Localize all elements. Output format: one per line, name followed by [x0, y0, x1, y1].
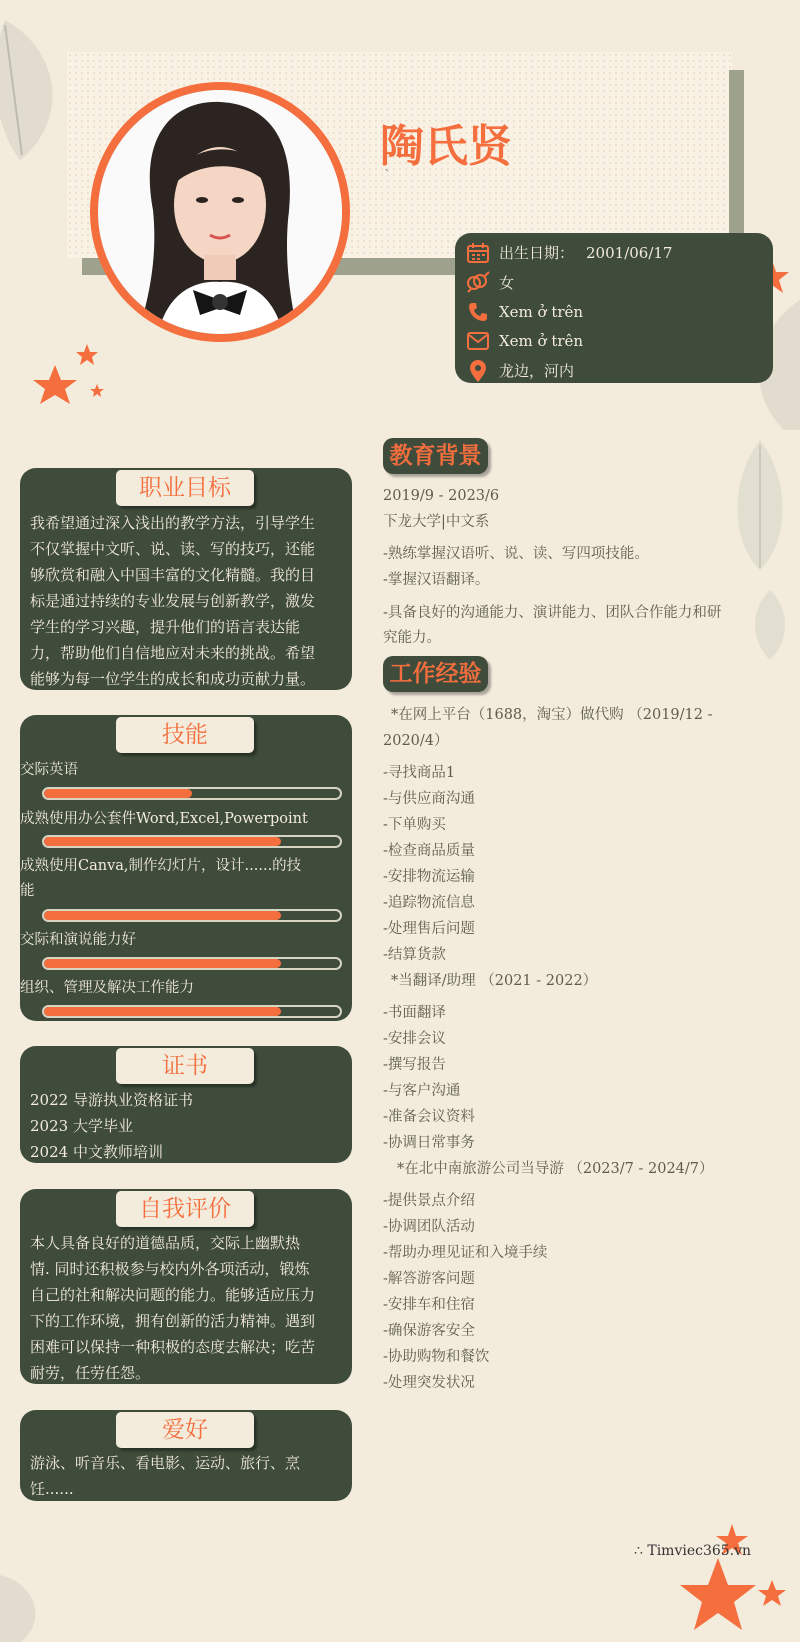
skill-bar-fill	[44, 911, 281, 920]
job-duty: -寻找商品1	[383, 765, 456, 781]
skill-bar-fill	[44, 837, 281, 846]
job-title: *在网上平台（1688，淘宝）做代购 （2019/12 -	[391, 707, 713, 723]
certificate-item: 2024 中文教师培训	[30, 1143, 163, 1161]
skill-bar	[42, 787, 342, 800]
skill-label: 成熟使用办公套件Word,Excel,Powerpoint	[20, 811, 308, 827]
job-duty: -帮助办理见证和入境手续	[383, 1245, 548, 1261]
objective-section	[20, 468, 352, 690]
self-evaluation-section	[20, 1189, 352, 1384]
mail-icon	[467, 332, 489, 350]
phone-icon	[468, 302, 488, 322]
skill-label: 交际英语	[20, 762, 78, 778]
candidate-name: 陶氏贤	[380, 121, 512, 172]
certificates-list	[30, 1087, 342, 1165]
email-value[interactable]: Xem ở trên	[499, 332, 584, 351]
job-duty: -处理售后问题	[383, 921, 475, 937]
objective-title: 职业目标	[116, 470, 254, 506]
job-duty: -协调团队活动	[383, 1219, 475, 1235]
avatar	[90, 82, 350, 342]
calendar-icon	[467, 243, 489, 263]
self-evaluation-title: 自我评价	[116, 1191, 254, 1227]
name-mark: `	[384, 168, 391, 184]
skill-bar-fill	[44, 959, 281, 968]
education-point: -掌握汉语翻译。	[383, 572, 490, 588]
address-value: 龙边，河内	[499, 362, 575, 381]
birthdate-label: 出生日期：	[499, 244, 575, 263]
certificates-section	[20, 1046, 352, 1163]
star-decoration-icon	[668, 1520, 800, 1642]
contact-email	[465, 327, 763, 357]
education-point: -具备良好的沟通能力、演讲能力、团队合作能力和研	[383, 605, 722, 621]
hobbies-title: 爱好	[116, 1412, 254, 1448]
birthdate-value: 2001/06/17	[586, 243, 673, 262]
skill-label: 交际和演说能力好	[20, 932, 136, 948]
experience-title: 工作经验	[383, 656, 488, 692]
education-point: 究能力。	[383, 630, 441, 646]
skill-label: 成熟使用Canva,制作幻灯片，设计......的技	[20, 858, 302, 874]
job-title-continued: 2020/4）	[383, 733, 449, 749]
footer-brand[interactable]: ∴ Timviec365.vn	[634, 1543, 752, 1559]
contact-panel	[455, 233, 773, 383]
hobbies-text: 游泳、听音乐、看电影、运动、旅行、烹 饪......	[30, 1454, 301, 1498]
job-duty: -解答游客问题	[383, 1271, 475, 1287]
gender-icon	[465, 271, 491, 293]
contact-phone	[465, 297, 763, 327]
job-duty: -撰写报告	[383, 1057, 446, 1073]
skill-bar-fill	[44, 789, 192, 798]
phone-value[interactable]: Xem ở trên	[499, 302, 584, 321]
education-period: 2019/9 - 2023/6	[383, 488, 500, 504]
education-school: 下龙大学|中文系	[383, 514, 490, 530]
job-title: *在北中南旅游公司当导游 （2023/7 - 2024/7）	[397, 1161, 714, 1177]
skill-bar	[42, 1005, 342, 1018]
hobbies-section	[20, 1410, 352, 1501]
objective-text: 我希望通过深入浅出的教学方法，引导学生 不仅掌握中文听、说、读、写的技巧，还能 够欣赏和融入中国丰富的文化精髓。我的目 标是通过持续的专业发展与创新教学，激发 学生的学习兴趣，提升他们的语言表达能 力，帮助他们自信地应对未来的挑战。希望 能够为每一位学生的成长和成功贡献力量。	[30, 514, 316, 688]
gender-value: 女	[499, 273, 515, 292]
skill-bar	[42, 909, 342, 922]
job-duty: -书面翻译	[383, 1005, 446, 1021]
job-duty: -安排会议	[383, 1031, 446, 1047]
job-duty: -安排车和住宿	[383, 1297, 475, 1313]
contact-birthdate	[465, 238, 763, 268]
education-point: -熟练掌握汉语听、说、读、写四项技能。	[383, 546, 649, 562]
leaf-decoration-icon	[0, 1565, 45, 1642]
location-icon	[470, 360, 486, 382]
skill-bar	[42, 957, 342, 970]
job-duty: -下单购买	[383, 817, 446, 833]
job-duty: -准备会议资料	[383, 1109, 475, 1125]
self-evaluation-text: 本人具备良好的道德品质，交际上幽默热 情. 同时还积极参与校内外各项活动，锻炼 自己的社和解决问题的能力。能够适应压力 下的工作环境，拥有创新的活力精神。遇到 困难可以保持一种积极的态度去解决；吃苦 耐劳，任劳任怨。	[30, 1234, 316, 1382]
skill-bar-fill	[44, 1007, 281, 1016]
certificate-item: 2023 大学毕业	[30, 1117, 133, 1135]
portrait-photo	[98, 90, 342, 334]
job-duty: -安排物流运输	[383, 869, 475, 885]
contact-address	[465, 356, 763, 386]
job-title: *当翻译/助理 （2021 - 2022）	[391, 973, 598, 989]
job-duty: -提供景点介绍	[383, 1193, 475, 1209]
job-duty: -处理突发状况	[383, 1375, 475, 1391]
job-duty: -检查商品质量	[383, 843, 475, 859]
job-duty: -与客户沟通	[383, 1083, 461, 1099]
skill-label: 组织、管理及解决工作能力	[20, 980, 194, 996]
skill-label-continued: 能	[20, 883, 35, 899]
certificate-item: 2022 导游执业资格证书	[30, 1091, 193, 1109]
skill-bar	[42, 835, 342, 848]
certificates-title: 证书	[116, 1048, 254, 1084]
star-decoration-icon	[25, 340, 105, 420]
job-duty: -结算货款	[383, 947, 446, 963]
job-duty: -协调日常事务	[383, 1135, 475, 1151]
skills-title: 技能	[116, 717, 254, 753]
job-duty: -确保游客安全	[383, 1323, 475, 1339]
leaf-decoration-icon	[0, 20, 70, 160]
job-duty: -协助购物和餐饮	[383, 1349, 490, 1365]
job-duty: -与供应商沟通	[383, 791, 475, 807]
contact-gender	[465, 268, 763, 298]
job-duty: -追踪物流信息	[383, 895, 475, 911]
education-title: 教育背景	[383, 438, 488, 474]
skills-section	[20, 715, 352, 1021]
